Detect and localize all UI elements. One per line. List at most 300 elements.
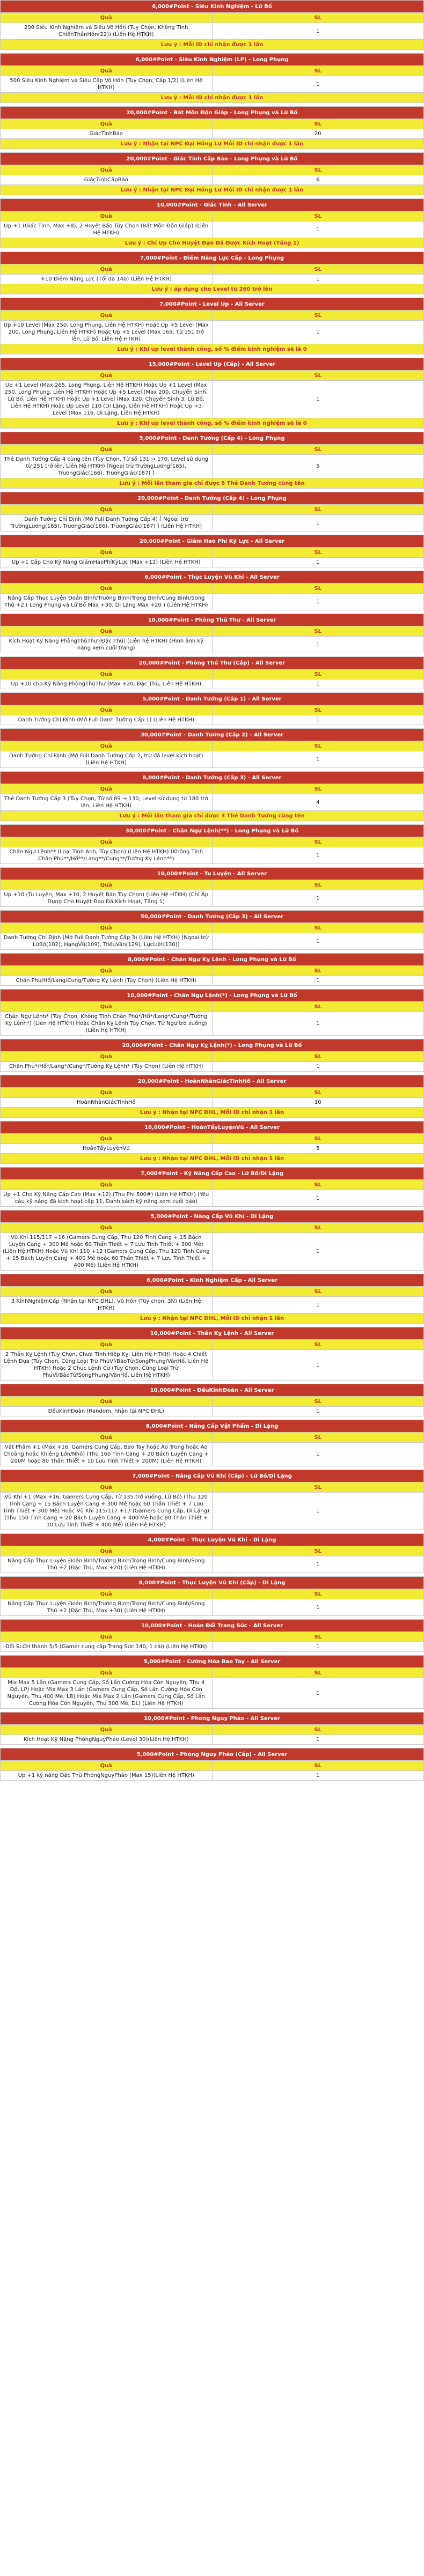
column-header-qty: SL — [212, 1632, 424, 1642]
package-title: 10,000#Point - Hoán Đổi Trang Sức - All Server — [1, 1620, 424, 1632]
package-title: 5,000#Point - Danh Tướng (Cấp 4) - Long Phụng — [1, 432, 424, 445]
item-qty: 5 — [212, 1144, 424, 1154]
package-title: 20,000#Point - HoànNhânGiácTinhHồ - All Server — [1, 1075, 424, 1088]
package-block — [0, 1420, 424, 1466]
package-block — [0, 1712, 424, 1745]
package-block — [0, 824, 424, 864]
package-table — [0, 298, 424, 355]
column-header-row — [1, 1002, 424, 1012]
column-header-qty: SL — [212, 1287, 424, 1297]
column-header-item: Quà — [1, 371, 213, 381]
package-table — [0, 1274, 424, 1324]
table-row — [1, 222, 424, 238]
package-table — [0, 867, 424, 907]
package-table — [0, 1533, 424, 1573]
column-header-item: Quà — [1, 119, 213, 129]
column-header-item: Quà — [1, 966, 213, 976]
package-table — [0, 728, 424, 768]
package-table — [0, 1576, 424, 1616]
item-qty: 4 — [212, 794, 424, 811]
package-title: 10,000#Point - Thần Kỵ Lệnh - All Server — [1, 1327, 424, 1340]
package-header-row — [1, 868, 424, 880]
package-title: 10,000#Point - ĐểuKinhĐoàn - All Server — [1, 1384, 424, 1397]
column-header-qty: SL — [212, 165, 424, 175]
item-qty: 1 — [212, 1599, 424, 1616]
column-header-item: Quà — [1, 211, 213, 222]
package-table — [0, 152, 424, 195]
package-title: 6,000#Point - Kinh Nghiệm Cấp - All Server — [1, 1274, 424, 1287]
item-qty: 1 — [212, 751, 424, 768]
package-title: 10,000#Point - Chân Ngự Lệnh(*) - Long Phụng và Lữ Bố — [1, 990, 424, 1002]
package-block — [0, 614, 424, 653]
item-qty: 1 — [212, 1350, 424, 1381]
package-block — [0, 571, 424, 610]
package-note: Lưu ý : áp dụng cho Level từ 260 trở lên — [1, 284, 424, 294]
package-block — [0, 910, 424, 950]
package-block — [0, 0, 424, 50]
table-row — [1, 76, 424, 93]
column-header-item: Quà — [1, 1180, 213, 1190]
package-table — [0, 252, 424, 294]
column-header-row — [1, 66, 424, 76]
table-row — [1, 381, 424, 418]
package-table — [0, 1748, 424, 1781]
item-qty: 1 — [212, 1407, 424, 1416]
column-header-item: Quà — [1, 837, 213, 847]
column-header-row — [1, 1397, 424, 1407]
item-name: Up +10 Level (Max 250, Long Phụng, Liên Hệ HTKH) Hoặc Up +5 Level (Max 200, Long Phụng, Liên Hệ HTKH) Hoặc Up +5 Level (Max 165, Từ 151 trở lên, Lữ Bố, Liên Hệ HTKH) — [1, 321, 213, 344]
package-title: 6,000#Point - Siêu Kinh Nghiệm - Lữ Bố — [1, 1, 424, 13]
package-note: Lưu ý : Nhận tại NPC ĐHL, Mỗi ID chỉ nhận 1 lần — [1, 1313, 424, 1324]
item-name: Danh Tướng Chỉ Định (Mở Full Danh Tướng Cấp 4) [ Ngoại trừ TrườngLương(165), TrươngGiác(166), TrươngGiác(167) ] (Liên Hệ HTKH) — [1, 515, 213, 532]
package-header-row — [1, 1656, 424, 1668]
column-header-row — [1, 1482, 424, 1493]
column-header-row — [1, 1052, 424, 1062]
package-table — [0, 1470, 424, 1530]
column-header-row — [1, 705, 424, 715]
table-row — [1, 715, 424, 725]
package-table — [0, 571, 424, 610]
column-header-row — [1, 741, 424, 751]
column-header-row — [1, 548, 424, 558]
package-note: Lưu ý : Mỗi lần tham gia chỉ được 3 Thẻ Danh Tướng cùng tên — [1, 811, 424, 821]
column-header-row — [1, 1668, 424, 1678]
column-header-row — [1, 13, 424, 23]
item-qty: 1 — [212, 1556, 424, 1573]
package-title: 5,000#Point - Nâng Cấp Vũ Khí - Di Lặng — [1, 1211, 424, 1223]
column-header-row — [1, 211, 424, 222]
table-row — [1, 321, 424, 344]
column-header-qty: SL — [212, 1002, 424, 1012]
package-note: Lưu ý : Chỉ Up Cho Huyệt Đạo Đã Được Kích Hoạt (Tầng 1) — [1, 238, 424, 248]
item-qty: 1 — [212, 1678, 424, 1709]
item-name: ĐểuKinhĐoàn (Random, nhận tại NPC ĐHL) — [1, 1407, 213, 1416]
column-header-qty: SL — [212, 1482, 424, 1493]
package-title: 10,000#Point - HoànTẩyLuyệnVũ - All Server — [1, 1121, 424, 1134]
package-note-row — [1, 1108, 424, 1118]
item-qty: 1 — [212, 1297, 424, 1313]
package-header-row — [1, 1327, 424, 1340]
column-header-item: Quà — [1, 311, 213, 321]
package-note-row — [1, 284, 424, 294]
item-name: Chân Ngự Lệnh** (Loại Tinh Anh, Tùy Chọn) (Liên Hệ HTKH) (Không Tính Chân Phú**/Hổ**/Lang**/Cung**/Tướng Kỵ Lệnh**) — [1, 847, 213, 864]
item-name: Mix Max 5 Lần (Gamers Cung Cấp, Số Lần Cường Hóa Còn Nguyên, Thu 4 Đồ, LP) Hoặc Mix Max 3 Lần (Gamers Cung Cấp, Số Lần Cường Hóa Còn Nguyên, Thu 400 Mê, LB) Hoặc Mix Max 2 Lần (Gamers Cung Cấp, Số Lần Cường Hóa Còn Nguyên, Thu 300 Mê, DL) (Liên Hệ HTKH) — [1, 1678, 213, 1709]
package-header-row — [1, 199, 424, 211]
package-note-row — [1, 1154, 424, 1164]
column-header-qty: SL — [212, 505, 424, 515]
column-header-row — [1, 1589, 424, 1599]
column-header-qty: SL — [212, 837, 424, 847]
package-title: 4,000#Point - Thục Luyện Vũ Khí - Di Lặng — [1, 1534, 424, 1546]
table-row — [1, 558, 424, 567]
column-header-item: Quà — [1, 1546, 213, 1556]
column-header-qty: SL — [212, 741, 424, 751]
package-title: 7,000#Point - Nâng Cấp Vũ Khí (Cấp) - Lữ Bố/Di Lặng — [1, 1470, 424, 1482]
item-name: GiácTinhBảo — [1, 129, 213, 139]
column-header-qty: SL — [212, 1589, 424, 1599]
package-block — [0, 152, 424, 195]
column-header-qty: SL — [212, 1668, 424, 1678]
column-header-row — [1, 923, 424, 933]
package-header-row — [1, 492, 424, 505]
column-header-qty: SL — [212, 1340, 424, 1350]
package-header-row — [1, 1039, 424, 1052]
table-row — [1, 976, 424, 986]
package-header-row — [1, 432, 424, 445]
item-qty: 1 — [212, 1735, 424, 1745]
table-row — [1, 1443, 424, 1466]
package-title: 10,000#Point - Tu Luyện - All Server — [1, 868, 424, 880]
column-header-item: Quà — [1, 1433, 213, 1443]
item-name: Up +1 Cho Kỹ Năng Cấp Cao (Max +12) (Thu Phí 500#) (Liên Hệ HTKH) (Yêu cầu kỹ năng đã kích hoạt cấp 11, Danh sách kỹ năng xem cuối bảo) — [1, 1190, 213, 1207]
item-name: Chân Phú*/Hổ*/Lang*/Cung*/Tướng Kỵ Lệnh* (Tùy Chọn) (Liên Hệ HTKH) — [1, 1062, 213, 1072]
package-title: 7,000#Point - Level Up - All Server — [1, 298, 424, 311]
package-title: 6,000#Point - Siêu Kinh Nghiệm (LP) - Long Phụng — [1, 54, 424, 66]
package-block — [0, 1075, 424, 1118]
column-header-qty: SL — [212, 1546, 424, 1556]
package-note-row — [1, 40, 424, 50]
column-header-item: Quà — [1, 705, 213, 715]
package-block — [0, 692, 424, 725]
column-header-item: Quà — [1, 1002, 213, 1012]
package-table — [0, 106, 424, 149]
package-table — [0, 1420, 424, 1466]
column-header-row — [1, 880, 424, 890]
item-name: Thẻ Danh Tướng Cấp 4 cùng tên (Tùy Chọn, Từ số 131 → 170, Level sử dụng từ 251 trở lên, Liên Hệ HTKH) [Ngoại trừ TrườngLương(165), TrươngGiác(166), TrươngGiác(167) ] — [1, 455, 213, 478]
column-header-item: Quà — [1, 1287, 213, 1297]
package-note: Lưu ý : Khi up level thành công, số % điểm kinh nghiệm sẽ là 0 — [1, 418, 424, 429]
column-header-qty: SL — [212, 1223, 424, 1233]
column-header-qty: SL — [212, 705, 424, 715]
table-row — [1, 1012, 424, 1036]
column-header-item: Quà — [1, 505, 213, 515]
package-table — [0, 1075, 424, 1118]
package-block — [0, 989, 424, 1036]
package-header-row — [1, 54, 424, 66]
column-header-item: Quà — [1, 1632, 213, 1642]
item-qty: 1 — [212, 275, 424, 284]
package-title: 5,000#Point - Danh Tướng (Cấp 1) - All Server — [1, 693, 424, 705]
package-title: 7,000#Point - Kỹ Năng Cấp Cao - Lữ Bố/Di Lặng — [1, 1168, 424, 1180]
item-name: Up +1 (Giác Tinh, Max +8), 2 Huyết Bảo Tùy Chọn (Bát Môn Độn Giáp) (Liên Hệ HTKH) — [1, 222, 213, 238]
package-header-row — [1, 535, 424, 548]
column-header-item: Quà — [1, 1589, 213, 1599]
column-header-row — [1, 784, 424, 794]
table-row — [1, 129, 424, 139]
item-qty: 10 — [212, 1098, 424, 1108]
column-header-qty: SL — [212, 264, 424, 275]
package-block — [0, 656, 424, 689]
package-block — [0, 298, 424, 355]
package-header-row — [1, 1534, 424, 1546]
package-block — [0, 1384, 424, 1416]
column-header-row — [1, 1134, 424, 1144]
column-header-qty: SL — [212, 923, 424, 933]
package-header-row — [1, 1211, 424, 1223]
package-table — [0, 1384, 424, 1416]
table-row — [1, 1233, 424, 1271]
item-name: Danh Tướng Chỉ Định (Mở Full Danh Tướng Cấp 3) (Liên Hệ HTKH) [Ngoại trừ LữBố(102), HạngVũ(109), TriệuVân(129), LựcLiệt(130)] — [1, 933, 213, 950]
column-header-qty: SL — [212, 1433, 424, 1443]
column-header-row — [1, 505, 424, 515]
package-block — [0, 1167, 424, 1207]
package-block — [0, 53, 424, 103]
column-header-qty: SL — [212, 880, 424, 890]
column-header-qty: SL — [212, 311, 424, 321]
table-row — [1, 1350, 424, 1381]
column-header-item: Quà — [1, 1223, 213, 1233]
package-block — [0, 106, 424, 149]
table-row — [1, 1735, 424, 1745]
column-header-row — [1, 837, 424, 847]
item-qty: 1 — [212, 680, 424, 689]
table-row — [1, 1144, 424, 1154]
item-qty: 1 — [212, 222, 424, 238]
item-qty: 5 — [212, 455, 424, 478]
column-header-row — [1, 1546, 424, 1556]
column-header-qty: SL — [212, 1180, 424, 1190]
item-name: Up +1 kỹ năng Đặc Thù PhóngNguyPháo (Max 15)(Liên Hệ HTKH) — [1, 1771, 213, 1781]
package-title: 20,000#Point - Phòng Thủ Thư (Cấp) - All Server — [1, 657, 424, 669]
package-header-row — [1, 1620, 424, 1632]
column-header-row — [1, 1725, 424, 1735]
package-table — [0, 614, 424, 653]
column-header-row — [1, 1433, 424, 1443]
package-header-row — [1, 1168, 424, 1180]
package-title: 20,000#Point - Giảm Hao Phí Kỹ Lực - All Server — [1, 535, 424, 548]
package-note: Lưu ý : Mỗi ID chỉ nhận được 1 lần — [1, 40, 424, 50]
package-title: 50,000#Point - Danh Tướng (Cấp 3) - All Server — [1, 911, 424, 923]
package-block — [0, 867, 424, 907]
package-table — [0, 1167, 424, 1207]
package-block — [0, 1327, 424, 1381]
package-block — [0, 1039, 424, 1072]
column-header-item: Quà — [1, 1725, 213, 1735]
item-name: Kích Hoạt Kỹ Năng PhòngThủThư (Đặc Thù) (Liên hệ HTKH) (Hình ảnh kỹ năng xem cuối trang) — [1, 637, 213, 653]
item-qty: 1 — [212, 1190, 424, 1207]
column-header-qty: SL — [212, 966, 424, 976]
package-title: 10,000#Point - Giác Tinh - All Server — [1, 199, 424, 211]
item-qty: 1 — [212, 847, 424, 864]
package-note-row — [1, 93, 424, 103]
table-row — [1, 1098, 424, 1108]
column-header-item: Quà — [1, 1134, 213, 1144]
column-header-row — [1, 584, 424, 594]
item-qty: 1 — [212, 76, 424, 93]
package-header-row — [1, 1713, 424, 1725]
item-qty: 1 — [212, 1012, 424, 1036]
column-header-row — [1, 1088, 424, 1098]
column-header-row — [1, 165, 424, 175]
package-table — [0, 989, 424, 1036]
package-title: 8,000#Point - Danh Tướng (Cấp 3) - All Server — [1, 772, 424, 784]
package-title: 5,000#Point - Phóng Nguy Pháo (Cấp) - All Server — [1, 1748, 424, 1761]
package-note: Lưu ý : Nhận tại NPC Đại Hồng Lư Mỗi ID chỉ nhận được 1 lần — [1, 139, 424, 149]
table-row — [1, 23, 424, 40]
column-header-row — [1, 311, 424, 321]
item-qty: 1 — [212, 381, 424, 418]
item-qty: 6 — [212, 175, 424, 185]
table-row — [1, 751, 424, 768]
column-header-item: Quà — [1, 264, 213, 275]
item-name: Up +1 Level (Max 265, Long Phụng, Liên Hệ HTKH) Hoặc Up +1 Level (Max 250, Long Phụng, Liên Hệ HTKH) Hoặc Up +5 Level (Max 200, Chuyển Sinh, Lữ Bố, Liên Hệ HTKH) Hoặc Up +1 Level (Max 120, Chuyển Sinh 3, Lữ Bố, Liên Hệ HTKH) Hoặc Up Level 110 (Di Lặng, Liên Hệ HTKH) Hoặc Up +3 Level (Max 116, Di Lặng, Liên Hệ HTKH) — [1, 381, 213, 418]
package-header-row — [1, 911, 424, 923]
package-block — [0, 1470, 424, 1530]
package-header-row — [1, 252, 424, 264]
table-row — [1, 637, 424, 653]
table-row — [1, 1599, 424, 1616]
package-note-row — [1, 478, 424, 489]
item-qty: 1 — [212, 637, 424, 653]
package-block — [0, 1655, 424, 1709]
package-table — [0, 53, 424, 103]
package-table — [0, 692, 424, 725]
table-row — [1, 933, 424, 950]
package-header-row — [1, 1121, 424, 1134]
column-header-row — [1, 1287, 424, 1297]
package-table — [0, 910, 424, 950]
package-note-row — [1, 344, 424, 355]
package-header-row — [1, 954, 424, 966]
item-qty: 1 — [212, 558, 424, 567]
column-header-item: Quà — [1, 741, 213, 751]
column-header-row — [1, 1340, 424, 1350]
package-note-row — [1, 238, 424, 248]
item-name: Danh Tướng Chỉ Định (Mở Full Danh Tướng Cấp 1) (Liên Hệ HTKH) — [1, 715, 213, 725]
package-header-row — [1, 1420, 424, 1433]
package-table — [0, 492, 424, 532]
package-table — [0, 1210, 424, 1271]
table-row — [1, 1190, 424, 1207]
package-title: 6,000#Point - Thục Luyện Vũ Khí - All Server — [1, 571, 424, 584]
package-header-row — [1, 571, 424, 584]
package-block — [0, 953, 424, 986]
item-name: GiácTinhCấpBảo — [1, 175, 213, 185]
package-table — [0, 1039, 424, 1072]
column-header-qty: SL — [212, 371, 424, 381]
item-qty: 1 — [212, 1642, 424, 1652]
column-header-item: Quà — [1, 1668, 213, 1678]
item-name: Up +10 cho Kỹ Năng PhòngThủThư (Max +20, Đặc Thù, Liên Hệ HTKH) — [1, 680, 213, 689]
package-table — [0, 771, 424, 821]
column-header-qty: SL — [212, 119, 424, 129]
package-block — [0, 358, 424, 429]
item-qty: 1 — [212, 23, 424, 40]
column-header-item: Quà — [1, 1397, 213, 1407]
package-note: Lưu ý : Mỗi ID chỉ nhận được 1 lần — [1, 93, 424, 103]
column-header-item: Quà — [1, 445, 213, 455]
table-row — [1, 1407, 424, 1416]
package-header-row — [1, 107, 424, 119]
package-table — [0, 824, 424, 864]
package-table — [0, 656, 424, 689]
package-header-row — [1, 1577, 424, 1589]
column-header-qty: SL — [212, 13, 424, 23]
package-table — [0, 535, 424, 567]
column-header-item: Quà — [1, 548, 213, 558]
package-block — [0, 728, 424, 768]
item-qty: 1 — [212, 715, 424, 725]
column-header-row — [1, 119, 424, 129]
column-header-qty: SL — [212, 1725, 424, 1735]
package-header-row — [1, 657, 424, 669]
column-header-row — [1, 1180, 424, 1190]
package-table — [0, 953, 424, 986]
column-header-qty: SL — [212, 211, 424, 222]
item-name: Nâng Cấp Thục Luyện Đoản Binh/Trường Binh/Trọng Binh/Cung Binh/Song Thủ +2 ( Long Phụng và Lữ Bố Max +30, Di Lặng Max +20 ) (Liên Hệ HTKH) — [1, 594, 213, 610]
column-header-item: Quà — [1, 1761, 213, 1771]
item-name: HoànTẩyLuyệnVũ — [1, 1144, 213, 1154]
item-name: Up +10 (Tu Luyện, Max +10, 2 Huyết Bảo Tùy Chọn) (Liên Hệ HTKH) (Chỉ Áp Dụng Cho Huyệt Đạo Đã Kích Hoạt, Tầng 1) — [1, 890, 213, 907]
column-header-item: Quà — [1, 1340, 213, 1350]
table-row — [1, 847, 424, 864]
column-header-row — [1, 445, 424, 455]
package-title: 20,000#Point - Giác Tinh Cấp Bảo - Long Phụng và Lữ Bố — [1, 153, 424, 165]
item-qty: 1 — [212, 1443, 424, 1466]
package-title: 15,000#Point - Level Up (Cấp) - All Server — [1, 358, 424, 371]
table-row — [1, 1678, 424, 1709]
column-header-item: Quà — [1, 880, 213, 890]
package-header-row — [1, 153, 424, 165]
package-header-row — [1, 1, 424, 13]
package-header-row — [1, 990, 424, 1002]
column-header-item: Quà — [1, 626, 213, 637]
column-header-qty: SL — [212, 1088, 424, 1098]
column-header-row — [1, 371, 424, 381]
package-block — [0, 198, 424, 248]
column-header-row — [1, 669, 424, 680]
item-qty: 1 — [212, 321, 424, 344]
package-block — [0, 1274, 424, 1324]
package-title: 30,000#Point - Chân Ngự Lệnh(**) - Long Phụng và Lữ Bố — [1, 825, 424, 837]
package-header-row — [1, 1748, 424, 1761]
item-qty: 1 — [212, 515, 424, 532]
item-name: Vũ Khí +1 (Max +16, Gamers Cung Cấp, Từ 135 trở xuống, Lữ Bố) (Thu 120 Tinh Cang + 15 Bách Luyện Cang + 300 Mê hoặc 60 Thần Thiết + 7 Lưu Tinh Thiết + 300 Mê) Hoặc Vũ Khí 115/117 +17 (Gamers Cung Cấp, Di Lặng) (Thu 150 Tinh Cang + 20 Bách Luyện Cang + 400 Mê hoặc 80 Thần Thiết + 10 Lưu Tinh Thiết + 400 Mê) (Liên Hệ HTKH) — [1, 1493, 213, 1530]
item-name: Vũ Khí 115/117 +16 (Gamers Cung Cấp, Thu 120 Tinh Cang + 15 Bách Luyện Cang + 300 Mê hoặc 60 Thần Thiết + 7 Lưu Tinh Thiết + 300 Mê) (Liên Hệ HTKH) Hoặc Vũ Khí 110 +12 (Gamers Cung Cấp, Thu 120 Tinh Cang + 15 Bách Luyện Cang + 400 Mê hoặc 60 Thần Thiết + 7 Lưu Tinh Thiết + 400 Mê) (Liên Hệ HTKH) — [1, 1233, 213, 1271]
table-row — [1, 1642, 424, 1652]
package-note-row — [1, 418, 424, 429]
package-note: Lưu ý : Mỗi lần tham gia chỉ được 5 Thẻ Danh Tướng cùng tên — [1, 478, 424, 489]
package-block — [0, 1210, 424, 1271]
item-name: Thẻ Danh Tướng Cấp 3 (Tùy Chọn, Từ số 89 → 130, Level sử dụng từ 180 trở lên, Liên Hệ HTKH) — [1, 794, 213, 811]
package-table — [0, 1327, 424, 1381]
package-table — [0, 432, 424, 489]
package-table — [0, 1655, 424, 1709]
column-header-qty: SL — [212, 669, 424, 680]
column-header-qty: SL — [212, 548, 424, 558]
item-name: 500 Siêu Kinh Nghiệm và Siêu Cấp Vô Hồn (Tùy Chọn, Cấp 1/2) (Liên Hệ HTKH) — [1, 76, 213, 93]
package-block — [0, 535, 424, 567]
